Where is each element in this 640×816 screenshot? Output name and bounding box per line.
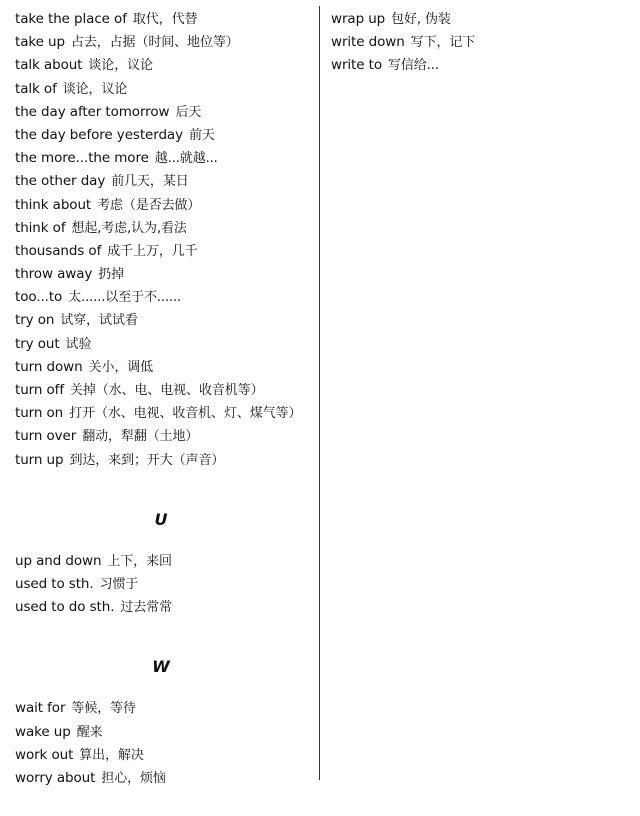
phrase: talk of <box>15 80 57 97</box>
list-item <box>15 449 315 472</box>
meaning: 成千上万，几千 <box>107 243 198 259</box>
meaning: 考虑（是否去做） <box>97 197 201 213</box>
list-item <box>15 170 315 193</box>
meaning: 上下，来回 <box>107 553 172 569</box>
section-heading-w: W <box>152 657 170 677</box>
meaning: 担心，烦恼 <box>101 770 166 786</box>
phrase: turn up <box>15 451 64 468</box>
phrase: throw away <box>15 266 93 283</box>
phrase-list-u <box>15 550 315 620</box>
phrase: up and down <box>15 552 102 569</box>
phrase: too...to <box>15 289 63 306</box>
left-column <box>15 8 315 790</box>
meaning: 试验 <box>65 336 92 352</box>
phrase: wrap up <box>331 11 386 27</box>
phrase: the day before yesterday <box>15 126 183 143</box>
list-item <box>15 147 315 170</box>
phrase: used to sth. <box>15 575 94 592</box>
meaning: 扔掉 <box>98 267 125 283</box>
phrase: try out <box>15 335 60 352</box>
list-item <box>15 31 315 54</box>
list-item <box>331 54 631 77</box>
list-item <box>15 425 315 448</box>
meaning: 包好, 伪装 <box>391 12 451 27</box>
phrase: wait for <box>15 700 66 717</box>
meaning: 打开（水、电视、收音机、灯、煤气等） <box>69 406 302 422</box>
list-item <box>15 596 315 619</box>
phrase: turn down <box>15 358 83 375</box>
list-item <box>15 124 315 147</box>
phrase: work out <box>15 746 74 763</box>
spacer <box>15 690 315 697</box>
meaning: 算出，解决 <box>79 747 144 763</box>
phrase: try on <box>15 312 55 329</box>
meaning: 越...就越... <box>154 151 218 167</box>
phrase: turn over <box>15 428 77 445</box>
list-item <box>15 721 315 744</box>
phrase-list-w <box>15 697 315 790</box>
list-item <box>15 8 315 31</box>
phrase: think of <box>15 219 66 236</box>
section-heading-u: U <box>154 509 168 529</box>
meaning: 占去，占据（时间、地位等） <box>70 35 239 51</box>
list-item <box>15 240 315 263</box>
phrase: think about <box>15 196 92 213</box>
phrase: talk about <box>15 57 83 74</box>
list-item <box>15 697 315 720</box>
phrase: take the place of <box>15 11 127 27</box>
meaning: 关掉（水、电、电视、收音机等） <box>69 383 264 398</box>
list-item <box>15 54 315 77</box>
column-divider <box>319 6 320 780</box>
meaning: 试穿，试试看 <box>60 313 138 329</box>
list-item <box>15 78 315 101</box>
list-item <box>15 550 315 573</box>
meaning: 写下，记下 <box>410 35 476 51</box>
phrase: thousands of <box>15 242 102 259</box>
list-item <box>15 263 315 286</box>
meaning: 谈论，议论 <box>62 81 128 97</box>
spacer <box>15 619 315 643</box>
meaning: 到达，来到；开大（声音） <box>69 452 225 468</box>
list-item <box>331 31 631 54</box>
phrase: worry about <box>15 769 96 786</box>
phrase: take up <box>15 34 65 51</box>
list-item <box>15 379 315 402</box>
phrase: write down <box>331 34 405 51</box>
spacer <box>15 543 315 550</box>
list-item <box>15 767 315 790</box>
list-item <box>15 194 315 217</box>
spacer <box>15 472 315 496</box>
phrase: the more...the more <box>15 150 149 167</box>
list-item <box>15 309 315 332</box>
meaning: 习惯于 <box>99 576 139 592</box>
meaning: 关小，调低 <box>88 359 154 375</box>
meaning: 写信给... <box>388 58 439 74</box>
meaning: 想起,考虑,认为,看法 <box>71 220 187 236</box>
list-item <box>15 217 315 240</box>
phrase: the other day <box>15 173 106 190</box>
phrase: write to <box>331 57 382 74</box>
phrase-list-t <box>15 8 315 472</box>
list-item <box>15 402 315 425</box>
phrase: used to do sth. <box>15 599 115 616</box>
phrase: the day after tomorrow <box>15 103 170 120</box>
list-item <box>15 573 315 596</box>
meaning: 前几天，某日 <box>111 174 189 190</box>
meaning: 等候，等待 <box>71 701 136 717</box>
list-item <box>331 8 631 31</box>
phrase: wake up <box>15 723 71 740</box>
meaning: 后天 <box>175 104 202 120</box>
meaning: 谈论，议论 <box>88 58 153 74</box>
meaning: 翻动，犁翻（土地） <box>82 429 199 445</box>
list-item <box>15 744 315 767</box>
phrase: turn on <box>15 405 64 422</box>
meaning: 前天 <box>188 127 215 143</box>
list-item <box>15 286 315 309</box>
list-item <box>15 101 315 124</box>
list-item <box>15 333 315 356</box>
meaning: 过去常常 <box>120 600 173 616</box>
meaning: 醒来 <box>76 724 103 740</box>
phrase: turn off <box>15 382 64 398</box>
list-item <box>15 356 315 379</box>
meaning: 太......以至于不...... <box>68 290 182 306</box>
meaning: 取代，代替 <box>132 12 198 27</box>
right-column <box>331 8 631 78</box>
